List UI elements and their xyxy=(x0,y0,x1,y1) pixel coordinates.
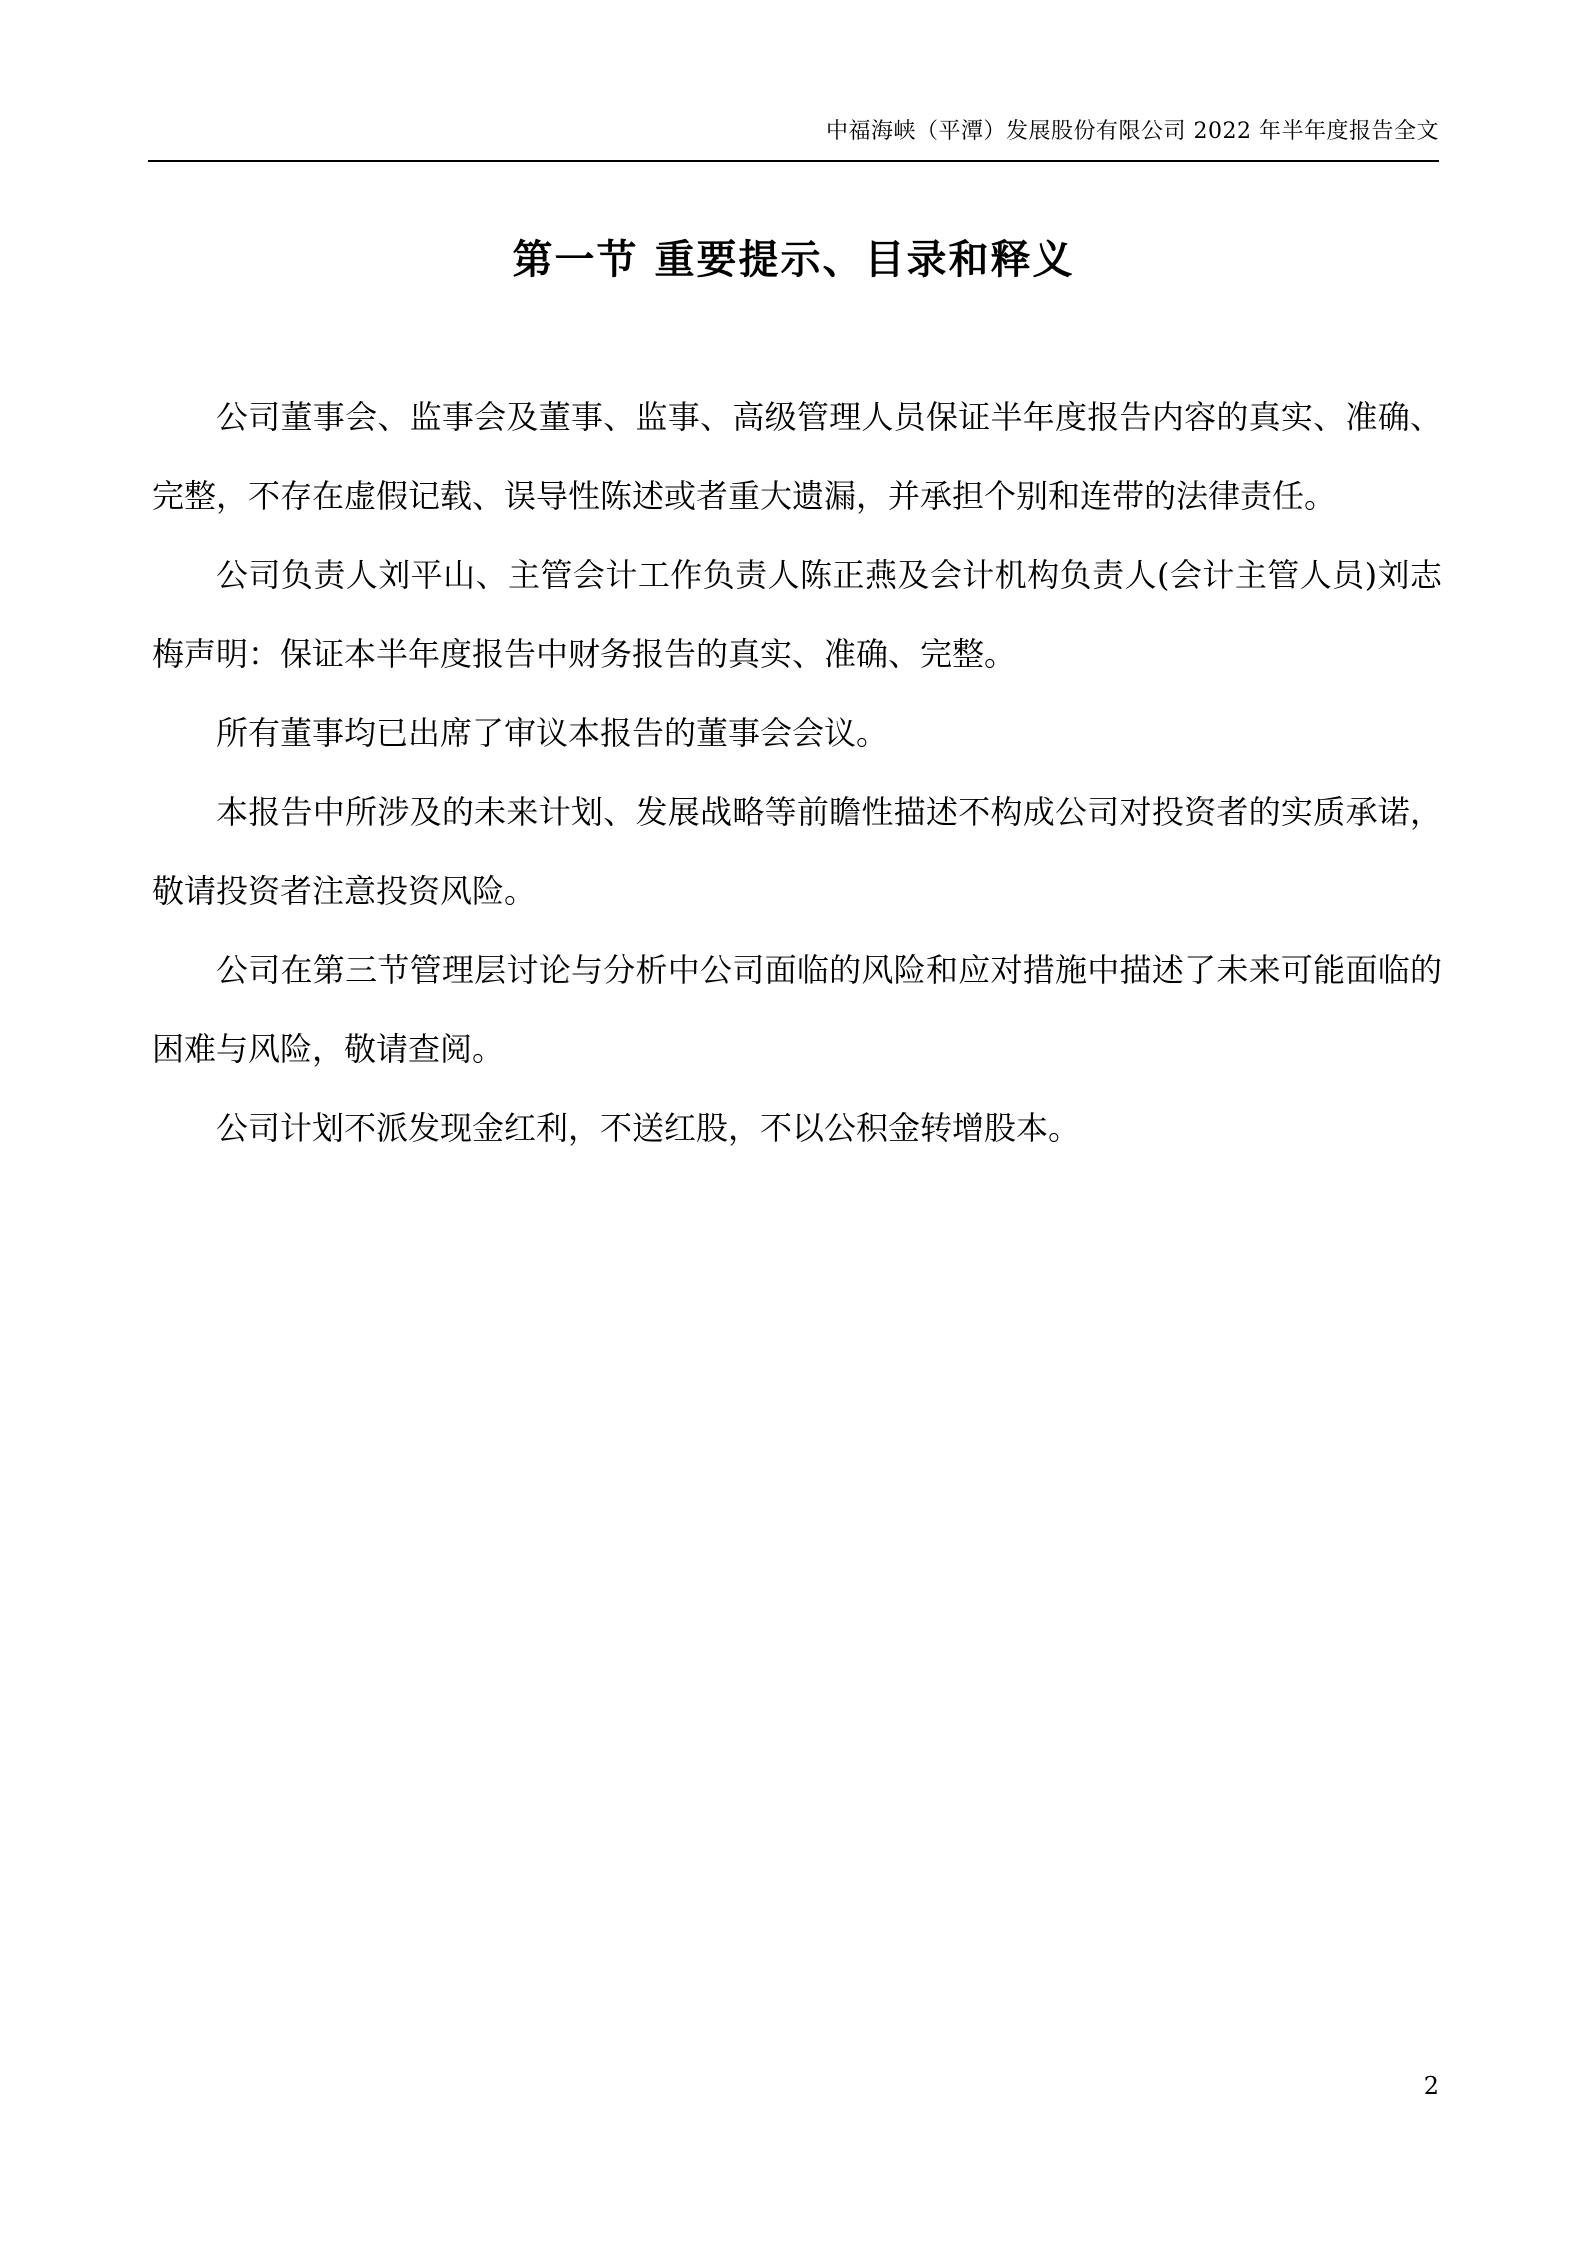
section-title: 第一节 重要提示、目录和释义 xyxy=(512,236,1075,283)
page-number: 2 xyxy=(1423,2072,1439,2100)
paragraph-forward-looking: 本报告中所涉及的未来计划、发展战略等前瞻性描述不构成公司对投资者的实质承诺，敬请投资者注意投资风险。 xyxy=(152,793,1442,910)
paragraph-dividend-plan: 公司计划不派发现金红利，不送红股，不以公积金转增股本。 xyxy=(216,1109,1081,1147)
paragraph-risk-reference: 公司在第三节管理层讨论与分析中公司面临的风险和应对措施中描述了未来可能面临的困难与风险，敬请查阅。 xyxy=(152,951,1442,1068)
paragraph-responsibility-statement: 公司董事会、监事会及董事、监事、高级管理人员保证半年度报告内容的真实、准确、完整，不存在虚假记载、误导性陈述或者重大遗漏，并承担个别和连带的法律责任。 xyxy=(152,398,1442,515)
paragraph-officer-declaration: 公司负责人刘平山、主管会计工作负责人陈正燕及会计机构负责人(会计主管人员)刘志梅声明：保证本半年度报告中财务报告的真实、准确、完整。 xyxy=(152,556,1442,673)
report-header-title: 中福海峡（平潭）发展股份有限公司 2022 年半年度报告全文 xyxy=(826,119,1439,144)
paragraph-board-attendance: 所有董事均已出席了审议本报告的董事会会议。 xyxy=(216,714,889,752)
header-divider xyxy=(148,160,1439,162)
document-body xyxy=(152,378,1442,1168)
